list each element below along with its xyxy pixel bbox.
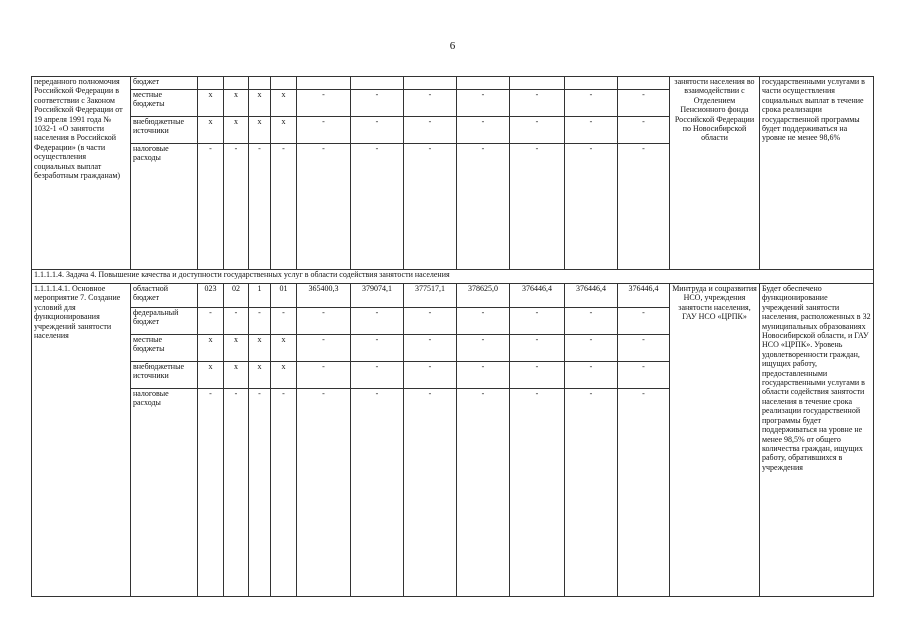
value-cell: -	[565, 90, 618, 117]
value-cell: -	[510, 362, 565, 389]
value-cell: -	[565, 362, 618, 389]
value-cell: x	[198, 117, 224, 144]
value-cell: -	[297, 90, 351, 117]
value-cell	[198, 77, 224, 90]
value-cell: -	[404, 90, 457, 117]
value-cell: x	[249, 117, 271, 144]
value-cell: -	[198, 389, 224, 597]
value-cell: x	[224, 117, 249, 144]
value-cell: -	[457, 335, 510, 362]
value-cell: -	[618, 389, 670, 597]
value-cell: x	[249, 335, 271, 362]
value-cell: -	[404, 308, 457, 335]
value-cell: -	[510, 144, 565, 270]
value-cell: -	[510, 308, 565, 335]
value-cell: -	[198, 144, 224, 270]
value-cell: -	[271, 389, 297, 597]
value-cell: 376446,4	[510, 284, 565, 308]
value-cell: x	[198, 362, 224, 389]
section-title-cell: 1.1.1.1.4. Задача 4. Повышение качества и доступности государственных услуг в области содействия занятости населения	[32, 270, 874, 284]
value-cell: 377517,1	[404, 284, 457, 308]
value-cell: x	[224, 362, 249, 389]
value-cell: -	[565, 389, 618, 597]
value-cell: -	[510, 117, 565, 144]
funding-source-cell: налоговые расходы	[131, 144, 198, 270]
value-cell	[249, 77, 271, 90]
value-cell	[565, 77, 618, 90]
value-cell: -	[510, 90, 565, 117]
value-cell: -	[404, 362, 457, 389]
value-cell: 365400,3	[297, 284, 351, 308]
value-cell: -	[297, 308, 351, 335]
value-cell: x	[224, 90, 249, 117]
value-cell: -	[457, 362, 510, 389]
value-cell: -	[297, 335, 351, 362]
value-cell: 376446,4	[565, 284, 618, 308]
value-cell: -	[457, 90, 510, 117]
value-cell: -	[510, 335, 565, 362]
table-row	[32, 284, 874, 308]
value-cell: -	[351, 335, 404, 362]
value-cell: -	[565, 144, 618, 270]
value-cell: -	[618, 117, 670, 144]
value-cell: x	[249, 362, 271, 389]
block2-name-cell: 1.1.1.1.4.1. Основное мероприятие 7. Создание условий для функционирования учреждений занятости населения	[32, 284, 131, 597]
value-cell: 023	[198, 284, 224, 308]
value-cell: 379074,1	[351, 284, 404, 308]
value-cell	[457, 77, 510, 90]
value-cell: -	[224, 144, 249, 270]
program-table	[31, 76, 874, 597]
value-cell: 01	[271, 284, 297, 308]
value-cell: -	[404, 389, 457, 597]
value-cell: -	[457, 144, 510, 270]
value-cell: x	[249, 90, 271, 117]
value-cell: -	[457, 308, 510, 335]
value-cell: -	[351, 362, 404, 389]
block2-result-cell: Будет обеспечено функционирование учреждений занятости населения, расположенных в 32 муниципальных образованиях Новосибирской области, и ГАУ НСО «ЦРПК». Уровень удовлетворенности граждан, ищущих работу, предоставленными государственными услугами в области содействия занятости населения в течение срока реализации государственной программы будет поддерживаться на уровне не менее 98,5% от общего количества граждан, ищущих работу, обратившихся в учреждения	[760, 284, 874, 597]
value-cell: -	[565, 117, 618, 144]
block2-executors-cell: Минтруда и соцразвития НСО, учреждения занятости населения, ГАУ НСО «ЦРПК»	[670, 284, 760, 597]
value-cell: -	[351, 389, 404, 597]
value-cell: x	[271, 117, 297, 144]
funding-source-cell: внебюджетные источники	[131, 117, 198, 144]
value-cell: -	[618, 90, 670, 117]
funding-source-cell: налоговые расходы	[131, 389, 198, 597]
value-cell: -	[351, 90, 404, 117]
value-cell: -	[351, 117, 404, 144]
value-cell: -	[224, 308, 249, 335]
value-cell: 376446,4	[618, 284, 670, 308]
value-cell: -	[249, 389, 271, 597]
value-cell	[618, 77, 670, 90]
value-cell: -	[457, 389, 510, 597]
funding-source-cell: местные бюджеты	[131, 335, 198, 362]
value-cell	[297, 77, 351, 90]
value-cell: -	[510, 389, 565, 597]
table-row	[32, 77, 874, 90]
value-cell: -	[404, 335, 457, 362]
value-cell: -	[249, 308, 271, 335]
value-cell: -	[565, 308, 618, 335]
value-cell: -	[351, 308, 404, 335]
value-cell: -	[457, 117, 510, 144]
funding-source-cell: областной бюджет	[131, 284, 198, 308]
value-cell: -	[271, 144, 297, 270]
value-cell: -	[297, 117, 351, 144]
value-cell: -	[297, 144, 351, 270]
value-cell: 1	[249, 284, 271, 308]
value-cell: x	[198, 90, 224, 117]
funding-source-cell: федеральный бюджет	[131, 308, 198, 335]
value-cell: x	[271, 335, 297, 362]
section-row	[32, 270, 874, 284]
block1-name-cell: переданного полномочия Российской Федерации в соответствии с Законом Российской Федерации от 19 апреля 1991 года № 1032-1 «О занятости населения в Российской Федерации» (в части осуществления социальных выплат безработным гражданам)	[32, 77, 131, 270]
value-cell: -	[618, 144, 670, 270]
value-cell: 02	[224, 284, 249, 308]
value-cell: -	[618, 362, 670, 389]
value-cell: -	[224, 389, 249, 597]
value-cell: x	[224, 335, 249, 362]
value-cell: 378625,0	[457, 284, 510, 308]
value-cell: x	[271, 90, 297, 117]
funding-source-cell: местные бюджеты	[131, 90, 198, 117]
value-cell: -	[297, 362, 351, 389]
value-cell	[404, 77, 457, 90]
value-cell: -	[618, 335, 670, 362]
funding-source-cell: внебюджетные источники	[131, 362, 198, 389]
value-cell: -	[351, 144, 404, 270]
page-number: 6	[449, 40, 456, 52]
value-cell: x	[198, 335, 224, 362]
value-cell: -	[404, 117, 457, 144]
value-cell: -	[249, 144, 271, 270]
value-cell	[271, 77, 297, 90]
value-cell: x	[271, 362, 297, 389]
block1-executors-cell: занятости населения во взаимодействии с Отделением Пенсионного фонда Российской Федерации по Новосибирской области	[670, 77, 760, 270]
value-cell: -	[297, 389, 351, 597]
value-cell: -	[618, 308, 670, 335]
value-cell	[510, 77, 565, 90]
value-cell	[351, 77, 404, 90]
value-cell	[224, 77, 249, 90]
value-cell: -	[404, 144, 457, 270]
value-cell: -	[198, 308, 224, 335]
value-cell: -	[565, 335, 618, 362]
block1-result-cell: государственными услугами в части осуществления социальных выплат в течение срока реализации государственной программы будет поддерживаться на уровне не менее 98,6%	[760, 77, 874, 270]
funding-source-cell: бюджет	[131, 77, 198, 90]
value-cell: -	[271, 308, 297, 335]
